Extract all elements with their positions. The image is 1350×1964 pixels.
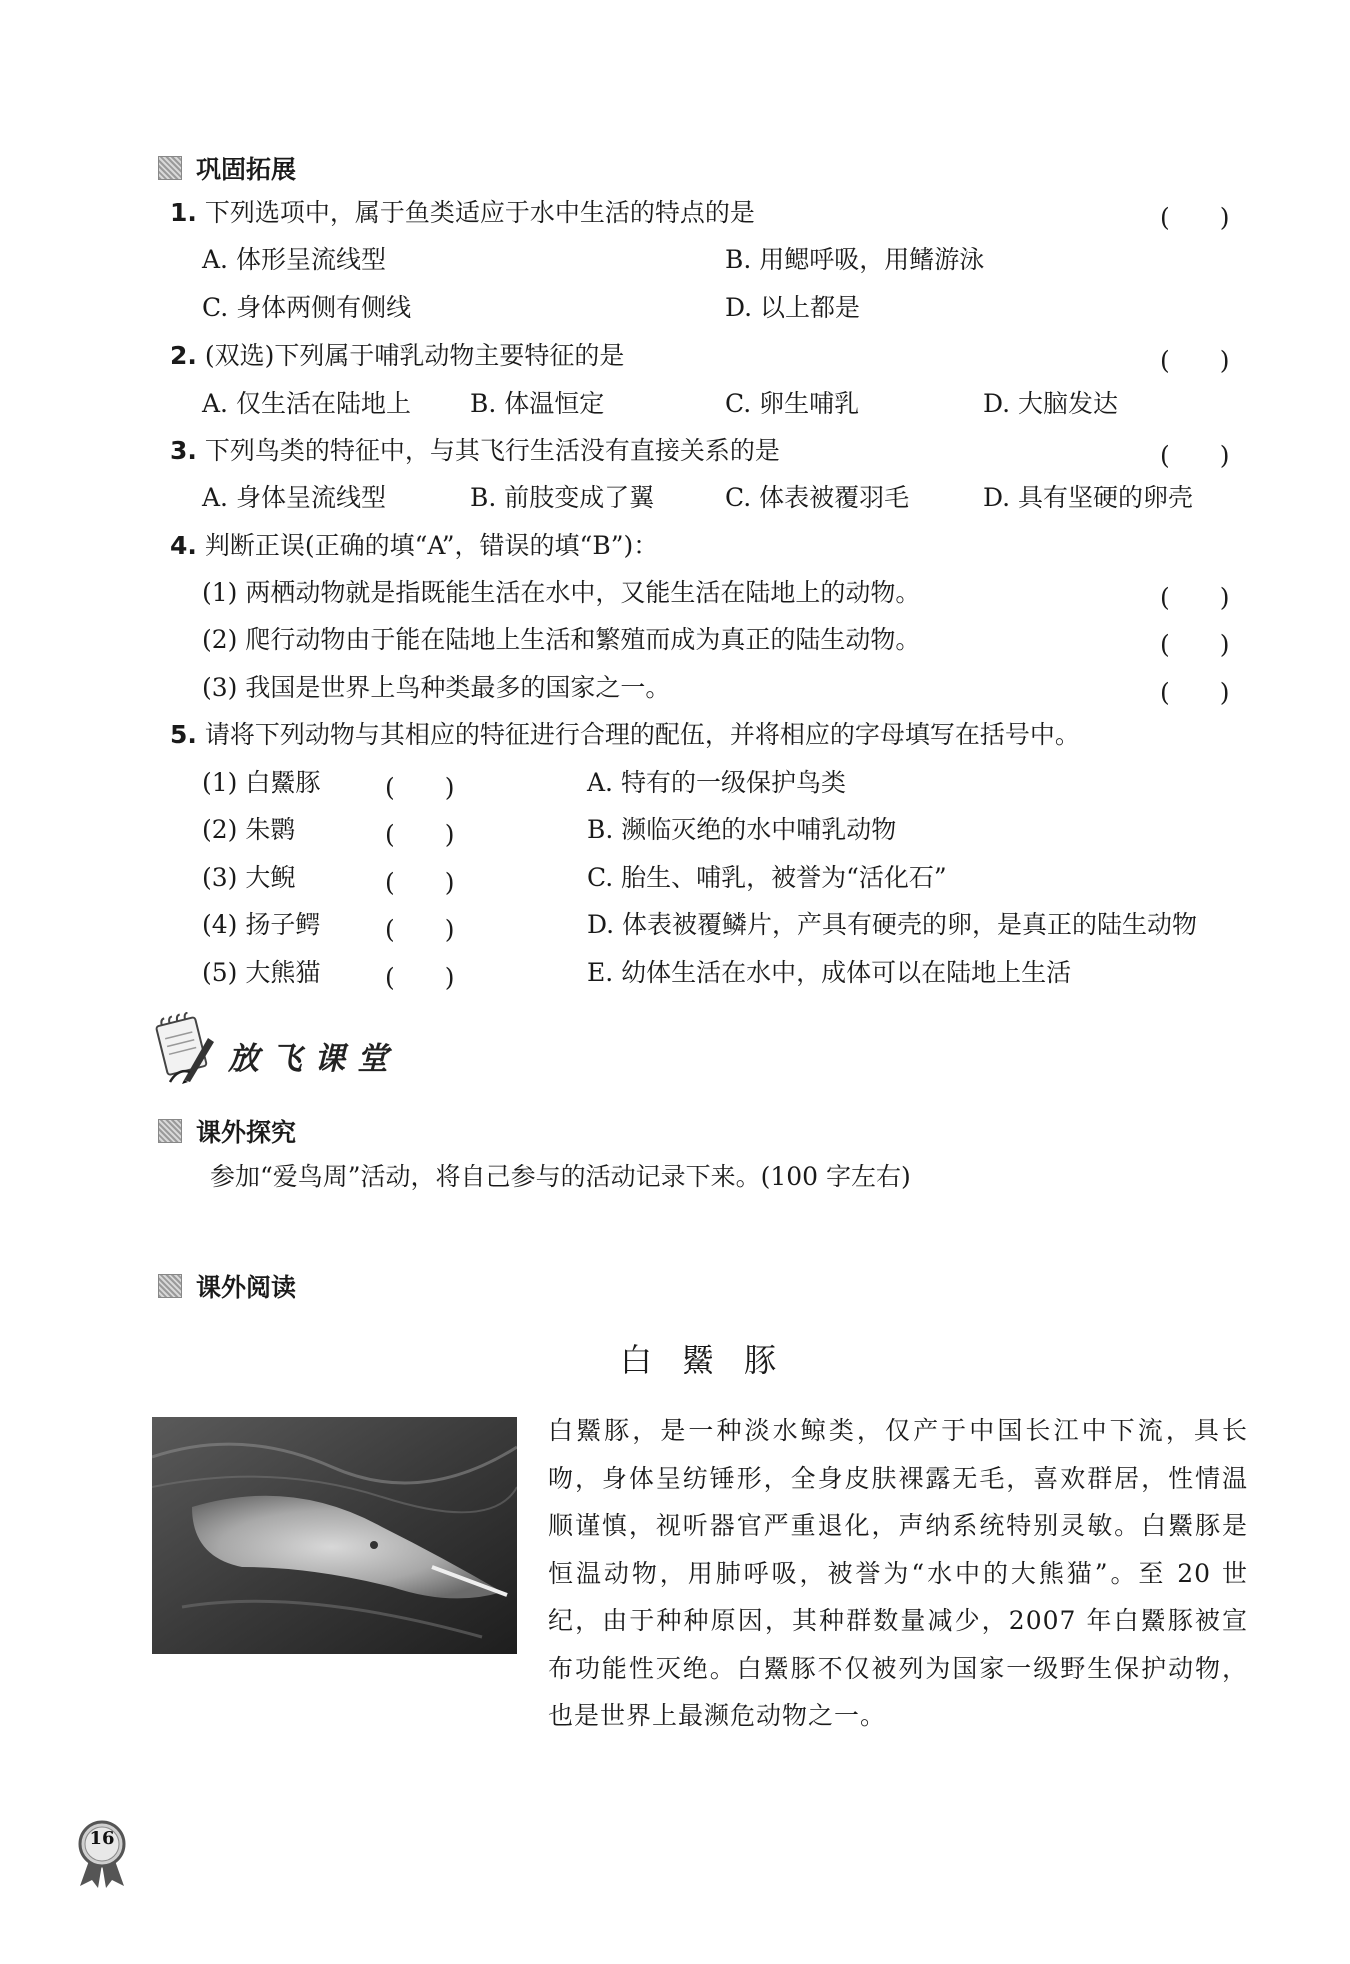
- question-text: 下列选项中，属于鱼类适应于水中生活的特点的是: [204, 198, 755, 227]
- judgement-item: (3) 我国是世界上鸟种类最多的国家之一。: [202, 673, 671, 702]
- question-number: 3.: [170, 436, 197, 465]
- section-heading-explore: [158, 1113, 296, 1149]
- match-bracket[interactable]: ( ): [385, 963, 455, 992]
- judgement-item: (1) 两栖动物就是指既能生活在水中，又能生活在陆地上的动物。: [202, 578, 921, 607]
- section-title: 巩固拓展: [196, 155, 297, 184]
- section-heading-consolidate: [158, 150, 296, 186]
- question-text: 请将下列动物与其相应的特征进行合理的配伍，并将相应的字母填写在括号中。: [204, 720, 1080, 749]
- option-c: C. 体表被覆羽毛: [725, 483, 910, 512]
- explore-task-text: 参加“爱鸟周”活动，将自己参与的活动记录下来。(100 字左右): [210, 1162, 911, 1191]
- match-bracket[interactable]: ( ): [385, 773, 455, 802]
- question-number: 4.: [170, 531, 197, 560]
- section-marker-icon: [158, 156, 182, 180]
- option-c: C. 身体两侧有侧线: [202, 293, 412, 322]
- question-5: [170, 722, 1080, 747]
- match-animal: (1) 白鱀豚: [202, 768, 321, 797]
- option-a: A. 身体呈流线型: [202, 483, 386, 512]
- match-animal: (5) 大熊猫: [202, 958, 321, 987]
- question-text: 判断正误(正确的填“A”，错误的填“B”)：: [204, 531, 659, 560]
- match-feature: C. 胎生、哺乳，被誉为“活化石”: [587, 863, 947, 892]
- match-animal: (4) 扬子鳄: [202, 910, 321, 939]
- match-feature: B. 濒临灭绝的水中哺乳动物: [587, 815, 897, 844]
- match-bracket[interactable]: ( ): [385, 820, 455, 849]
- option-c: C. 卵生哺乳: [725, 389, 860, 418]
- option-d: D. 以上都是: [725, 293, 861, 322]
- option-d: D. 具有坚硬的卵壳: [983, 483, 1194, 512]
- section-heading-reading: [158, 1268, 296, 1304]
- question-text: (双选)下列属于哺乳动物主要特征的是: [204, 341, 625, 370]
- option-a: A. 体形呈流线型: [202, 245, 386, 274]
- question-1: [170, 200, 755, 225]
- answer-bracket[interactable]: ( ): [1160, 583, 1230, 612]
- question-number: 1.: [170, 198, 197, 227]
- section-marker-icon: [158, 1274, 182, 1298]
- match-animal: (2) 朱鹮: [202, 815, 296, 844]
- answer-bracket[interactable]: ( ): [1160, 346, 1230, 375]
- brand-banner: [150, 1012, 400, 1084]
- section-marker-icon: [158, 1119, 182, 1143]
- page-number: 16: [89, 1828, 115, 1849]
- match-bracket[interactable]: ( ): [385, 868, 455, 897]
- match-animal: (3) 大鲵: [202, 863, 296, 892]
- question-text: 下列鸟类的特征中，与其飞行生活没有直接关系的是: [204, 436, 780, 465]
- article-title: 白鱀豚: [620, 1341, 807, 1379]
- section-title: 课外探究: [196, 1118, 297, 1147]
- question-4: [170, 533, 658, 558]
- match-feature: A. 特有的一级保护鸟类: [587, 768, 846, 797]
- answer-bracket[interactable]: ( ): [1160, 203, 1230, 232]
- answer-bracket[interactable]: ( ): [1160, 678, 1230, 707]
- option-b: B. 前肢变成了翼: [470, 483, 655, 512]
- match-feature: E. 幼体生活在水中，成体可以在陆地上生活: [587, 958, 1072, 987]
- option-b: B. 体温恒定: [470, 389, 605, 418]
- match-bracket[interactable]: ( ): [385, 915, 455, 944]
- answer-bracket[interactable]: ( ): [1160, 441, 1230, 470]
- question-2: [170, 343, 624, 368]
- section-title: 课外阅读: [196, 1273, 297, 1302]
- dolphin-photo: [152, 1417, 517, 1654]
- question-number: 5.: [170, 720, 197, 749]
- judgement-item: (2) 爬行动物由于能在陆地上生活和繁殖而成为真正的陆生动物。: [202, 625, 921, 654]
- match-feature: D. 体表被覆鳞片，产具有硬壳的卵，是真正的陆生动物: [587, 910, 1198, 939]
- notebook-pen-icon: [150, 1012, 222, 1084]
- question-number: 2.: [170, 341, 197, 370]
- question-3: [170, 438, 780, 463]
- answer-bracket[interactable]: ( ): [1160, 630, 1230, 659]
- brand-title: 放飞课堂: [228, 1041, 400, 1077]
- option-b: B. 用鳃呼吸，用鳍游泳: [725, 245, 985, 274]
- option-a: A. 仅生活在陆地上: [202, 389, 411, 418]
- option-d: D. 大脑发达: [983, 389, 1119, 418]
- article-body: 白鱀豚，是一种淡水鲸类，仅产于中国长江中下流，具长吻，身体呈纺锤形，全身皮肤裸露无毛，喜欢群居，性情温顺谨慎，视听器官严重退化，声纳系统特别灵敏。白鱀豚是恒温动物，用肺呼吸，被誉为“水中的大熊猫”。至 20 世纪，由于种种原因，其种群数量减少，2007 年白鱀豚被宣布功能性灭绝。白鱀豚不仅被列为国家一级野生保护动物，也是世界上最濒危动物之一。: [548, 1416, 1248, 1730]
